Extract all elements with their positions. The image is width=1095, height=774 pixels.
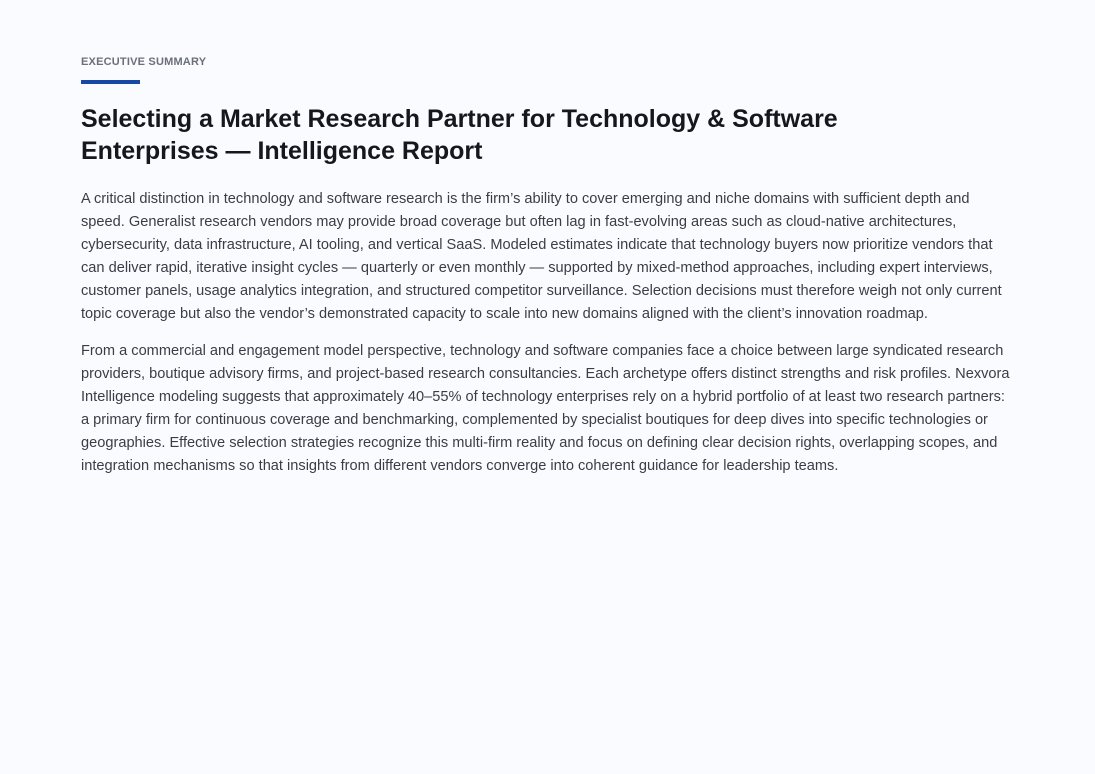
section-eyebrow: EXECUTIVE SUMMARY xyxy=(81,56,207,68)
body-paragraph-1: A critical distinction in technology and software research is the firm’s ability to cover emerging and niche domains with sufficient depth and speed. Generalist research vendors may provide broad coverage but often lag in fast-evolving areas such as cloud-native architectures, cybersecurity, data infrastructure, AI tooling, and vertical SaaS. Modeled estimates indicate that technology buyers now prioritize vendors that can deliver rapid, iterative insight cycles — quarterly or even monthly — supported by mixed-method approaches, including expert interviews, customer panels, usage analytics integration, and structured competitor surveillance. Selection decisions must therefore weigh not only current topic coverage but also the vendor’s demonstrated capacity to scale into new domains aligned with the client’s innovation roadmap. xyxy=(81,191,1002,322)
accent-rule xyxy=(81,80,140,84)
report-title: Selecting a Market Research Partner for Technology & Software Enterprises — Intelligence Report xyxy=(81,105,838,165)
body-paragraph-2: From a commercial and engagement model perspective, technology and software companies face a choice between large syndicated research providers, boutique advisory firms, and project-based research consultancies. Each archetype offers distinct strengths and risk profiles. Nexvora Intelligence modeling suggests that approximately 40–55% of technology enterprises rely on a hybrid portfolio of at least two research partners: a primary firm for continuous coverage and benchmarking, complemented by specialist boutiques for deep dives into specific technologies or geographies. Effective selection strategies recognize this multi-firm reality and focus on defining clear decision rights, overlapping scopes, and integration mechanisms so that insights from different vendors converge into coherent guidance for leadership teams. xyxy=(81,343,1010,474)
report-body xyxy=(81,188,1014,478)
